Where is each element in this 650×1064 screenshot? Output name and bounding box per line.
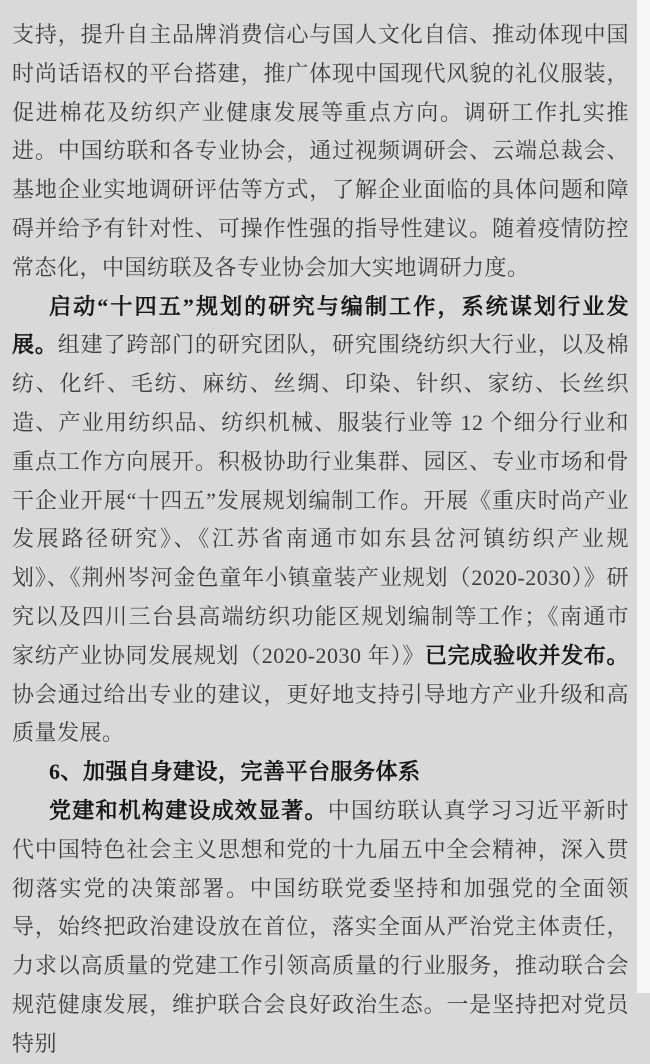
text-run: 协会通过给出专业的建议，更好地支持引导地方产业升级和高质量发展。 [12,681,629,746]
text-run-bold-lead: 党建和机构建设成效显著。 [49,797,328,823]
text-run: 支持，提升自主品牌消费信心与国人文化自信、推动体现中国时尚话语权的平台搭建，推广体现中国现代风貌的礼仪服装，促进棉花及纺织产业健康发展等重点方向。调研工作扎实推进。中国纺联和各专业协会，通过视频调研会、云端总裁会、基地企业实地调研评估等方式，了解企业面临的具体问题和障碍并给予有针对性、可操作性强的指导性建议。随着疫情防控常态化，中国纺联及各专业协会加大实地调研力度。 [12,22,629,280]
text-run: 组建了跨部门的研究团队，研究围绕纺织大行业，以及棉纺、化纤、毛纺、麻纺、丝绸、印染、针织、家纺、长丝织造、产业用纺织品、纺织机械、服装行业等 12 个细分行业和重点工作方向展开。积极协助行业集群、园区、专业市场和骨干企业开展“十四五”发展规划编制工作。开展《重庆时尚产业发展路径研究》、《江苏省南通市如东县岔河镇纺织产业规划》、《荆州岑河金色童年小镇童装产业规划（2020-2030）》研究以及四川三台县高端纺织功能区规划编制等工作；《南通市家纺产业协同发展规划（2020-2030 年）》 [12,332,629,668]
text-run-bold-lead: 启动“十四五”规划的研究与编制工作，系统谋划行业发展。 [12,293,629,358]
paragraph-planning-work [12,288,629,754]
section-heading [12,753,629,792]
text-run-bold: 已完成验收并发布。 [424,642,629,668]
scrollbar-track[interactable] [637,0,650,993]
section-heading-text: 6、加强自身建设，完善平台服务体系 [49,759,421,785]
text-run: 中国纺联认真学习习近平新时代中国特色社会主义思想和党的十九届五中全会精神，深入贯彻落实党的决策部署。中国纺联党委坚持和加强党的全面领导，始终把政治建设放在首位，落实全面从严治党主体责任，力求以高质量的党建工作引领高质量的行业服务，推动联合会规范健康发展，维护联合会良好政治生态。一是坚持把对党员特别 [12,797,629,1056]
paragraph-party-building [12,792,629,1064]
paragraph-opening-continuation [12,16,629,288]
